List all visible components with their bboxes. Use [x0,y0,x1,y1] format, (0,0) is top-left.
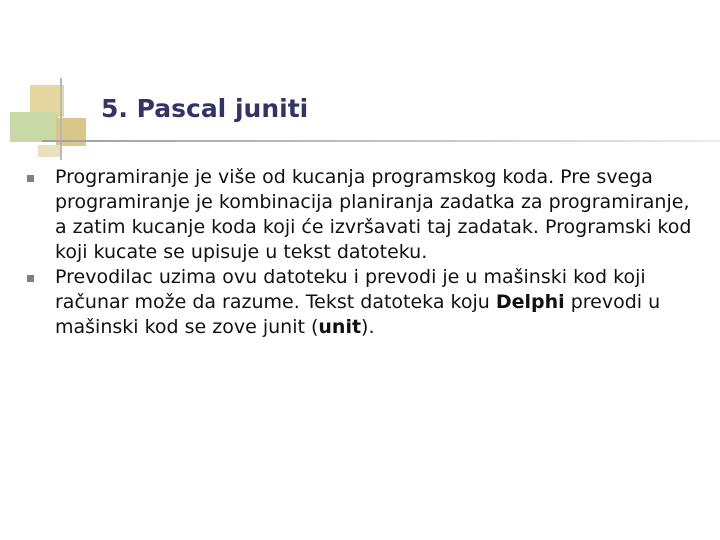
list-item [22,265,692,340]
list-item-text: Programiranje je više od kucanja programskog koda. Pre svega programiranje je kombinacija planiranja zadatka za programiranje, a zatim kucanje koda koji će izvršavati taj zadatak. Programski kod koji kucate se upisuje u tekst datoteku. [55,166,692,263]
bold-term-delphi: Delphi [495,291,565,313]
bullet-list [22,165,692,340]
text-segment: prevodi u mašinski kod se zove junit ( [55,291,661,338]
decorative-vertical-rule [60,78,62,160]
square-bullet-icon [27,175,34,182]
decorative-square [38,145,60,157]
text-segment: ). [361,316,375,338]
text-segment: Prevodilac uzima ovu datoteku i prevodi je u mašinski kod koji računar može da razume. Tekst datoteka koju [55,266,646,313]
slide-title: 5. Pascal juniti [101,94,309,123]
title-underline-rule [42,140,720,142]
list-item-text [55,265,692,340]
square-bullet-icon [27,275,34,282]
bold-term-unit: unit [318,316,362,338]
list-item [22,165,692,265]
decorative-square [10,112,58,142]
